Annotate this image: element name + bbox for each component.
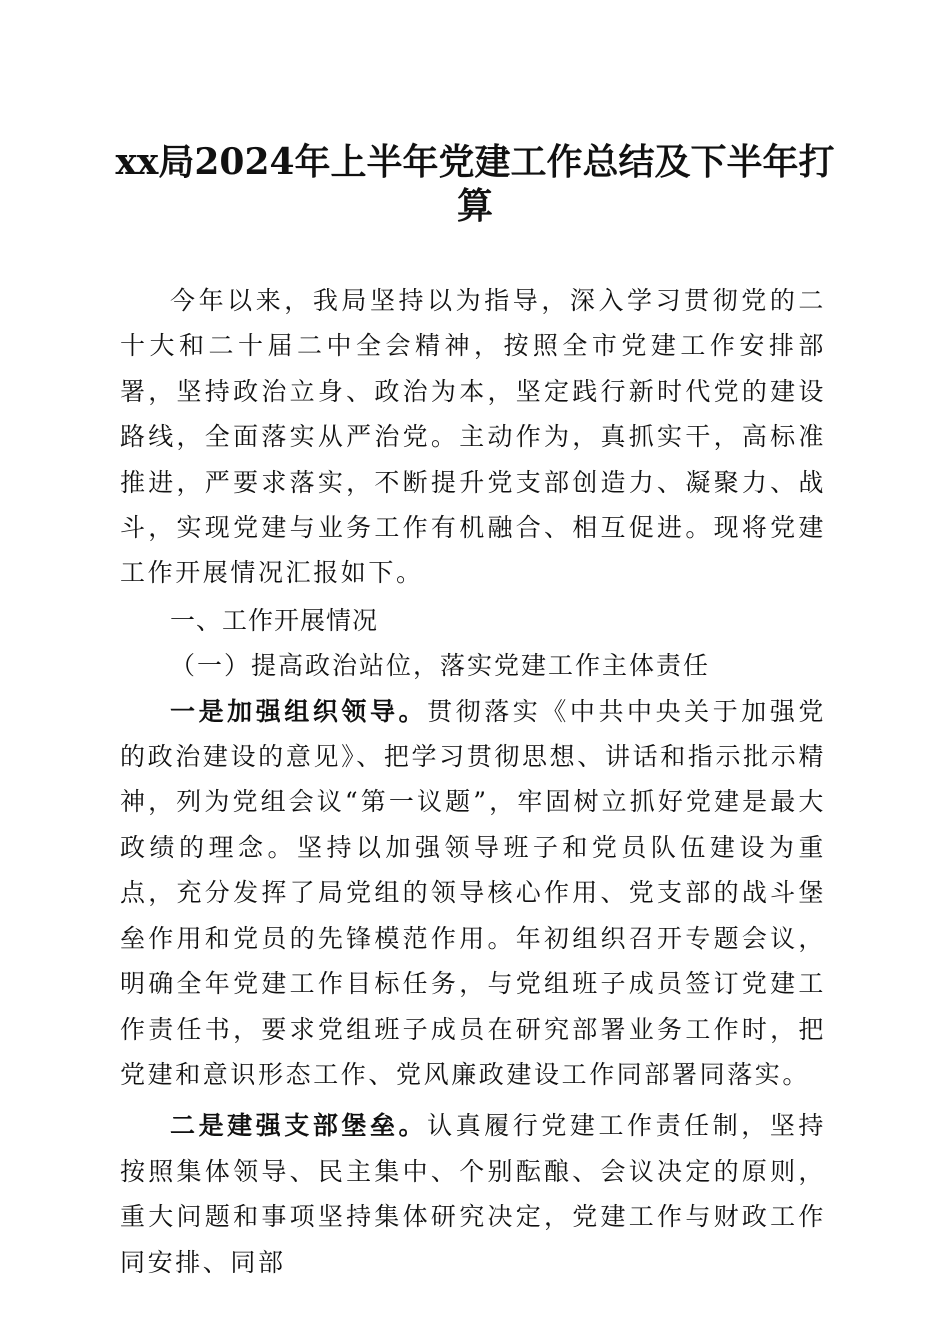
paragraph-branch-building: [120, 1103, 826, 1285]
title-line-1: xx局2024年上半年党建工作总结及下半年打: [115, 141, 835, 183]
section-heading: 一、工作开展情况: [170, 605, 379, 635]
intro-paragraph: 今年以来，我局坚持以为指导，深入学习贯彻党的二十大和二十届二中全会精神，按照全市党建工作安排部署，坚持政治立身、政治为本，坚定践行新时代党的建设路线，全面落实从严治党。主动作为，真抓实干，高标准推进，严要求落实，不断提升党支部创造力、凝聚力、战斗，实现党建与业务工作有机融合、相互促进。现将党建工作开展情况汇报如下。: [120, 286, 826, 588]
title-line-2: 算: [456, 185, 493, 227]
paragraph-text: 贯彻落实《中共中央关于加强党的政治建设的意见》、把学习贯彻思想、讲话和指示批示精神，列为党组会议“第一议题”，牢固树立抓好党建是最大政绩的理念。坚持以加强领导班子和党员队伍建设为重点，充分发挥了局党组的领导核心作用、党支部的战斗堡垒作用和党员的先锋模范作用。年初组织召开专题会议，明确全年党建工作目标任务，与党组班子成员签订党建工作责任书，要求党组班子成员在研究部署业务工作时，把党建和意识形态工作、党风廉政建设工作同部署同落实。: [120, 696, 826, 1089]
paragraph-lead: 一是加强组织领导。: [170, 696, 428, 726]
subsection-heading: （一）提高政治站位，落实党建工作主体责任: [170, 651, 711, 681]
paragraph-organization-leadership: [120, 689, 826, 1098]
paragraph-lead: 二是建强支部堡垒。: [170, 1111, 428, 1141]
document-title: [110, 140, 840, 228]
document-body: [120, 278, 826, 1285]
paragraph-text: 认真履行党建工作责任制，坚持按照集体领导、民主集中、个别酝酿、会议决定的原则，重大问题和事项坚持集体研究决定，党建工作与财政工作同安排、同部: [120, 1111, 826, 1277]
